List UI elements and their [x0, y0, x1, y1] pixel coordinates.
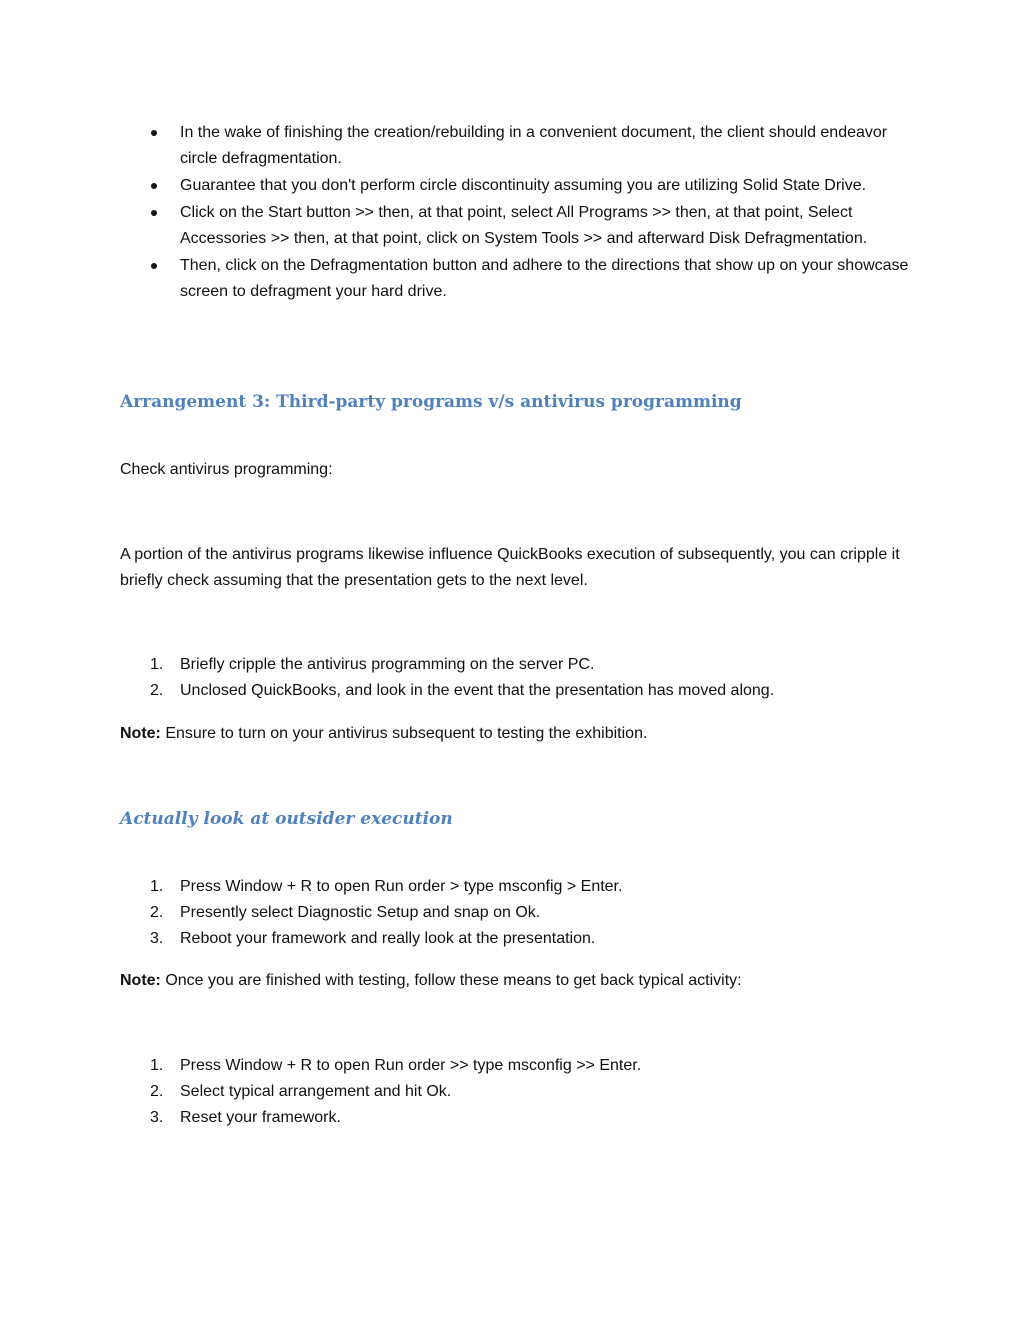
- bullet-item: [120, 173, 910, 199]
- paragraph-antivirus: A portion of the antivirus programs likewise influence QuickBooks execution of subsequently, you can cripple it briefly check assuming that the presentation gets to the next level.: [120, 546, 900, 589]
- bullet-text: Click on the Start button >> then, at that point, select All Programs >> then, at that point, Select Accessories >> then, at that point, click on System Tools >> and afterward Disk Defragmentation.: [180, 204, 868, 247]
- list-item: [120, 926, 910, 952]
- note-text: Ensure to turn on your antivirus subsequent to testing the exhibition.: [160, 725, 648, 742]
- note-label: Note:: [120, 972, 161, 989]
- bullet-dot-icon: [151, 130, 157, 136]
- list-number: 2.: [150, 904, 164, 921]
- bullet-dot-icon: [151, 263, 157, 269]
- list-number: 3.: [150, 930, 164, 947]
- list-text: Reboot your framework and really look at the presentation.: [180, 930, 596, 947]
- list-item: [120, 874, 910, 900]
- list-number: 3.: [150, 1109, 164, 1126]
- list-number: 1.: [150, 878, 164, 895]
- list-item: [120, 900, 910, 926]
- note-testing: [120, 968, 910, 994]
- note-antivirus: [120, 721, 910, 747]
- bullet-text: Then, click on the Defragmentation button and adhere to the directions that show up on your showcase screen to defragment your hard drive.: [180, 257, 909, 300]
- bullet-item: [120, 253, 910, 305]
- list-number: 2.: [150, 1083, 164, 1100]
- bullet-list: [120, 120, 910, 306]
- list-text: Briefly cripple the antivirus programming on the server PC.: [180, 656, 595, 673]
- list-text: Select typical arrangement and hit Ok.: [180, 1083, 452, 1100]
- list-item: [120, 678, 910, 704]
- list-number: 2.: [150, 682, 164, 699]
- list-item: [120, 1079, 910, 1105]
- section-heading-outsider-execution: Actually look at outsider execution: [120, 809, 453, 829]
- note-text: Once you are finished with testing, follow these means to get back typical activity:: [160, 972, 742, 989]
- list-text: Unclosed QuickBooks, and look in the event that the presentation has moved along.: [180, 682, 775, 699]
- list-text: Press Window + R to open Run order >> type msconfig >> Enter.: [180, 1057, 642, 1074]
- list-text: Presently select Diagnostic Setup and snap on Ok.: [180, 904, 541, 921]
- list-item: [120, 1053, 910, 1079]
- list-text: Reset your framework.: [180, 1109, 341, 1126]
- outsider-steps-list: [120, 874, 910, 952]
- bullet-item: [120, 200, 910, 252]
- list-item: [120, 1105, 910, 1131]
- bullet-dot-icon: [151, 210, 157, 216]
- note-label: Note:: [120, 725, 161, 742]
- bullet-text: Guarantee that you don't perform circle discontinuity assuming you are utilizing Solid State Drive.: [180, 177, 867, 194]
- antivirus-steps-list: [120, 652, 910, 704]
- bullet-dot-icon: [151, 183, 157, 189]
- list-number: 1.: [150, 1057, 164, 1074]
- restore-steps-list: [120, 1053, 910, 1131]
- list-item: [120, 652, 910, 678]
- list-text: Press Window + R to open Run order > type msconfig > Enter.: [180, 878, 623, 895]
- list-number: 1.: [150, 656, 164, 673]
- section-heading-arrangement-3: Arrangement 3: Third-party programs v/s antivirus programming: [120, 392, 742, 412]
- bullet-item: [120, 120, 910, 172]
- subheading-check-antivirus: Check antivirus programming:: [120, 461, 333, 478]
- bullet-text: In the wake of finishing the creation/rebuilding in a convenient document, the client should endeavor circle defragmentation.: [180, 124, 888, 167]
